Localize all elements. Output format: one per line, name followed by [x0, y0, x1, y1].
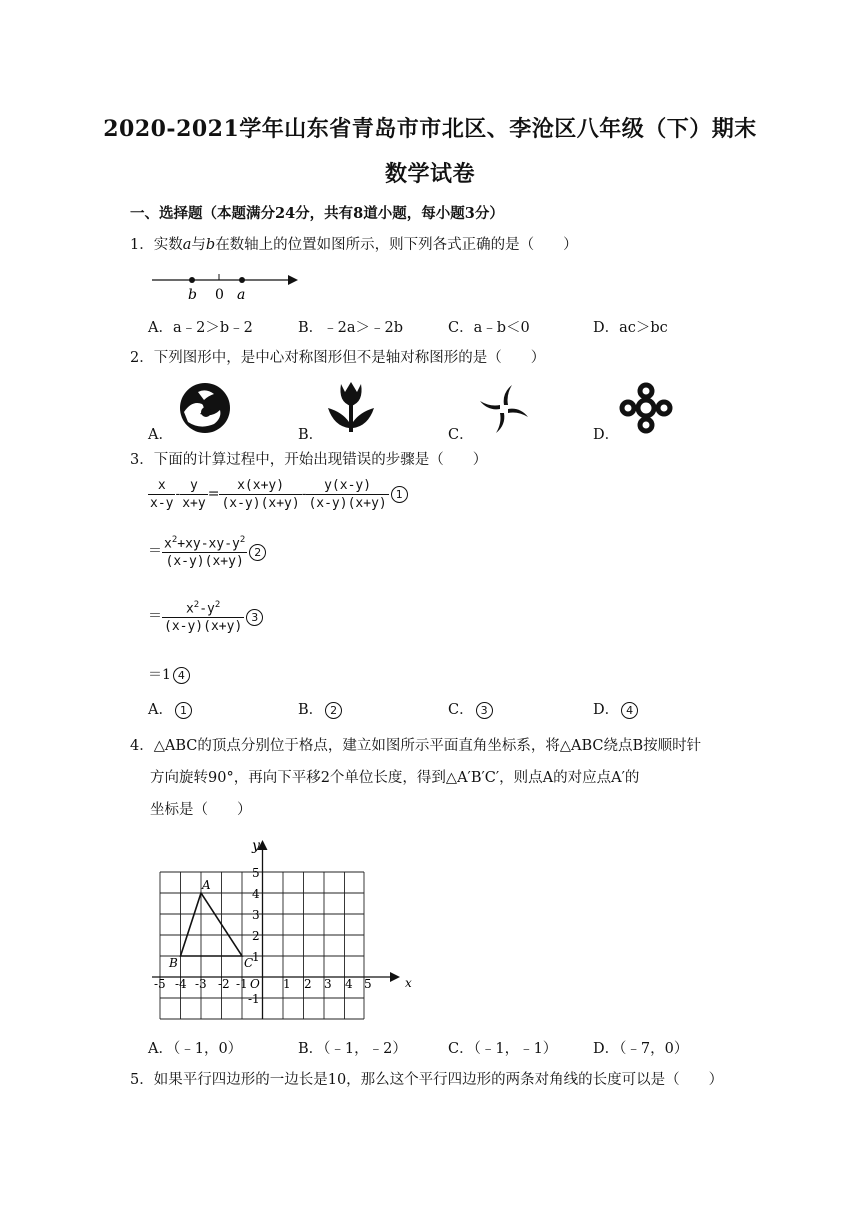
q4-y-label: y	[252, 838, 260, 854]
q3-option-a-mark: 1	[175, 702, 192, 719]
q2-label-d: D．	[593, 427, 620, 443]
q4-point-b-label: B	[169, 956, 178, 970]
q4-option-d: D．（﹣7，0）	[593, 1041, 689, 1057]
q4-y-tick-1: 1	[252, 950, 260, 964]
q3-option-b: B． 2	[298, 698, 342, 719]
q4-point-a-label: A	[202, 878, 211, 892]
question-4-line-1: 4．△ABC的顶点分别位于格点，建立如图所示平面直角坐标系，将△ABC绕点B按顺时针	[130, 738, 702, 754]
q3-s1-frac1-num: x	[157, 478, 166, 493]
question-5-stem: 5．如果平行四边形的一边长是10，那么这个平行四边形的两条对角线的长度可以是（ ）	[130, 1072, 724, 1088]
q3-s2-num-exp2: 2	[239, 535, 246, 545]
q1-text-suffix: 在数轴上的位置如图所示，则下列各式正确的是（ ）	[215, 237, 578, 253]
q3-option-d-mark: 4	[621, 702, 638, 719]
q4-x-tick-m4: -4	[175, 977, 187, 991]
q4-x-label: x	[405, 976, 412, 990]
q4-y-tick-5: 5	[252, 866, 260, 880]
q1-option-c: C．a﹣b＜0	[448, 320, 530, 336]
q2-figure-b-tulip-icon	[324, 378, 378, 434]
q3-option-c: C． 3	[448, 698, 493, 719]
q4-option-c: C．（﹣1，﹣1）	[448, 1041, 558, 1057]
q4-x-tick-3: 3	[324, 977, 332, 991]
section-heading: 一、选择题（本题满分24分，共有8道小题，每小题3分）	[130, 205, 504, 222]
q2-label-a: A．	[148, 427, 173, 443]
q2-label-b: B．	[298, 427, 324, 443]
q3-step-1-marker: 1	[391, 486, 408, 503]
q3-s1-frac4-num: y(x-y)	[324, 478, 372, 493]
q4-x-tick-m2: -2	[218, 977, 230, 991]
q3-s2-num-c: +xy-xy-y	[177, 536, 240, 552]
q3-step-1: $\frac{x}{x-y}$ - $\frac{y}{x+y}$ = $\frac{x(x+y)}{(x-y)(x+y)}$ - $\frac{y(x-y)}{(x-y)(x+y)}$ 1	[148, 478, 408, 511]
q2-figure-d-rings-icon	[618, 382, 674, 434]
q3-s2-num-exp1: 2	[171, 535, 178, 545]
q3-s2-num-a: x	[164, 536, 172, 552]
q3-option-b-mark: 2	[325, 702, 342, 719]
question-4-line-3: 坐标是（ ）	[150, 802, 252, 818]
q1-axis-label-a: a	[237, 287, 246, 302]
q1-option-b: B．﹣2a＞﹣2b	[298, 320, 404, 336]
question-3-stem: 3．下面的计算过程中，开始出现错误的步骤是（ ）	[130, 452, 488, 468]
q4-origin-label: O	[250, 977, 260, 991]
q2-label-c: C．	[448, 427, 474, 443]
q3-s1-frac3-den: (x-y)(x+y)	[221, 496, 300, 511]
q1-axis-label-b: b	[188, 287, 197, 302]
q3-s1-frac3-num: x(x+y)	[237, 478, 285, 493]
q3-s1-frac2-den: x+y	[182, 496, 206, 511]
q4-x-tick-1: 1	[283, 977, 291, 991]
q4-y-tick-3: 3	[252, 908, 260, 922]
q4-triangle-abc	[181, 893, 243, 956]
question-2-stem: 2．下列图形中，是中心对称图形但不是轴对称图形的是（ ）	[130, 350, 546, 366]
q1-var-a: a	[182, 237, 192, 253]
q3-option-a: A． 1	[148, 698, 192, 719]
q3-step-3: ＝ $\frac{x^2-y^2}{(x-y)(x+y)}$ 3	[148, 600, 263, 634]
q1-point-b	[189, 277, 195, 283]
q3-step-3-marker: 3	[246, 609, 263, 626]
q4-coordinate-graph	[148, 832, 418, 1020]
q3-s1-frac4-den: (x-y)(x+y)	[308, 496, 387, 511]
q3-step-2: ＝ $\frac{x^2+xy-xy-y^2}{(x-y)(x+y)}$ 2	[148, 535, 266, 569]
q1-var-b: b	[205, 237, 216, 253]
q4-x-tick-2: 2	[304, 977, 312, 991]
q2-figure-c-pinwheel-icon	[476, 382, 532, 436]
q3-s1-frac1-den: x-y	[150, 496, 174, 511]
q1-option-d: D．ac＞bc	[593, 320, 668, 336]
q4-option-b: B．（﹣1，﹣2）	[298, 1041, 407, 1057]
title-line-2: 数学试卷	[384, 161, 475, 187]
q4-y-tick-4: 4	[252, 887, 260, 901]
q1-text-mid: 与	[191, 237, 206, 253]
q3-s3-num-exp1: 2	[193, 600, 200, 610]
q3-s3-num-exp2: 2	[214, 600, 221, 610]
q4-point-c-label: C	[244, 956, 254, 970]
q4-y-tick-2: 2	[252, 929, 260, 943]
q4-x-tick-m1: -1	[236, 977, 248, 991]
q1-axis-label-0: 0	[215, 287, 224, 302]
q3-option-d: D． 4	[593, 698, 638, 719]
q1-number-line	[150, 268, 310, 302]
q4-y-tick-m1: -1	[248, 992, 260, 1006]
q3-s2-den: (x-y)(x+y)	[162, 552, 247, 569]
q3-s3-den: (x-y)(x+y)	[164, 619, 243, 635]
q1-option-a: A．a﹣2＞b﹣2	[148, 320, 253, 336]
q1-point-a	[239, 277, 245, 283]
q4-x-tick-m3: -3	[195, 977, 207, 991]
q2-figure-a-icon	[176, 382, 234, 434]
question-1-stem	[130, 235, 578, 255]
q3-s1-frac2-num: y	[190, 478, 198, 493]
q3-s3-num-c: -y	[199, 601, 215, 617]
q4-x-tick-5: 5	[364, 977, 372, 991]
q3-option-c-mark: 3	[476, 702, 493, 719]
q4-x-tick-m5: -5	[154, 977, 166, 991]
q3-s3-num-a: x	[185, 601, 194, 617]
q3-step-4	[148, 664, 190, 684]
q3-step-4-marker: 4	[173, 667, 190, 684]
q3-step-2-marker: 2	[249, 544, 266, 561]
q4-option-a: A．（﹣1，0）	[148, 1041, 243, 1057]
question-4-line-2: 方向旋转90°，再向下平移2个单位长度，得到△A′B′C′，则点A的对应点A′的	[150, 770, 640, 786]
q4-x-tick-4: 4	[345, 977, 353, 991]
q1-text-prefix: 1．实数	[130, 237, 183, 253]
q3-s4-text: ＝1	[148, 667, 171, 683]
title-line-1: 2020-2021学年山东省青岛市市北区、李沧区八年级（下）期末	[103, 116, 757, 142]
